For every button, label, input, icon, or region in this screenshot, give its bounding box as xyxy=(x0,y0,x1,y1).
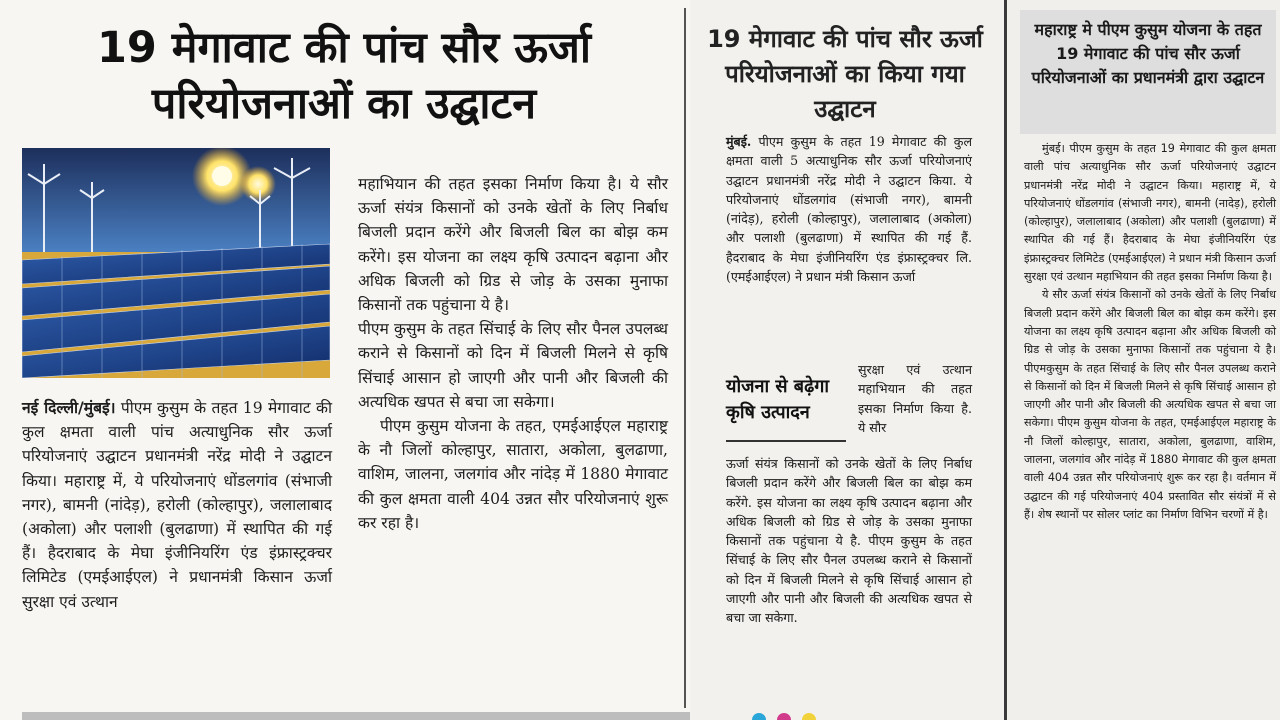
paragraph: पीएम कुसुम योजना के तहत, एमईआईएल महाराष्ट्र के नौ जिलों कोल्हापुर, सातारा, अकोला, बुलढाणा, वाशिम, जालना, जलगांव और नांदेड़ में 1880 मेगावाट की कुल क्षमता वाली 404 उन्नत सौर परियोजनाएं शुरू कर रहा है। xyxy=(358,417,668,532)
magenta-dot-icon xyxy=(777,713,791,720)
subheading-rule xyxy=(726,440,846,442)
column-divider xyxy=(1004,0,1007,720)
dateline: नई दिल्ली/मुंबई। xyxy=(22,398,116,417)
top-text: पीएम कुसुम के तहत 19 मेगावाट की कुल क्षमता वाली 5 अत्याधुनिक सौर ऊर्जा परियोजनाएं उद्घाटन प्रधानमंत्री नरेंद्र मोदी ने उद्घाटन किया. ये परियोजनाएं धोंडलगांव (संभाजी नगर), बामनी (नांदेड़), हरोली (कोल्हापुर), जलालाबाद (अकोला) और पलाशी (बुलढाणा) में स्थापित की गई हैं. हैदराबाद के मेघा इंजीनियरिंग एंड इंफ्रास्ट्रक्चर लि. (एमईआईएल) ने प्रधान मंत्री किसान ऊर्जा xyxy=(726,134,972,285)
cyan-dot-icon xyxy=(752,713,766,720)
bottom-text: ऊर्जा संयंत्र किसानों को उनके खेतों के लिए निर्बाध बिजली प्रदान करेंगे और बिजली बिल का बोझ कम करेंगे. इस योजना का लक्ष्य कृषि उत्पादन बढ़ाना और अधिक बिजली को ग्रिड से जोड़ के उसका मुनाफा किसानों तक पहुंचाना ये है. पीएम कुसुम के तहत सिंचाई के लिए सौर पैनल उपलब्ध कराने से किसानों को दिन में बिजली मिलने से कृषि सिंचाई आसान हो जाएगी और पानी और बिजली की अत्यधिक खपत से बचा जा सकेगा. xyxy=(726,456,972,626)
clipping-1-headline: 19 मेगावाट की पांच सौर ऊर्जा परियोजनाओं का उद्घाटन xyxy=(96,23,592,129)
clipping-1-column-2 xyxy=(358,172,668,535)
news-clipping-3 xyxy=(1008,0,1280,720)
paragraph: मुंबई। पीएम कुसुम के तहत 19 मेगावाट की कुल क्षमता वाली पांच अत्याधुनिक सौर ऊर्जा परियोजनाएं उद्घाटन प्रधानमंत्री नरेंद्र मोदी ने उद्घाटन किया। महाराष्ट्र में, ये परियोजनाएं धोंडलगांव (संभाजी नगर), बामनी (नादेड़), हरोली (कोल्हापुर), जलालाबाद (अकोला) और पलाशी (बुलढाणा) में स्थापित की गई हैं। हैदराबाद के मेघा इंजीनियरिंग एंड इंफ्रास्ट्रक्चर लिमिटेड (एमईआईएल) ने प्रधान मंत्री किसान ऊर्जा सुरक्षा एवं उत्थान महाभियान की तहत इसका निर्माण किया है। xyxy=(1024,142,1276,284)
clipping-2-headline: 19 मेगावाट की पांच सौर ऊर्जा परियोजनाओं का किया गया उद्घाटन xyxy=(707,25,983,123)
dateline: मुंबई. xyxy=(726,134,752,149)
clipping-3-headline: महाराष्ट्र मे पीएम कुसुम योजना के तहत 19 मेगावाट की पांच सौर ऊर्जा परियोजनाओं का प्रधानमंत्री द्वारा उद्घाटन xyxy=(1031,20,1265,87)
paragraph: ये सौर ऊर्जा संयंत्र किसानों को उनके खेतों के लिए निर्बाध बिजली प्रदान करेंगे और बिजली बिल का बोझ कम करेंगे। इस योजना का लक्ष्य कृषि उत्पादन बढ़ाना और अधिक बिजली को ग्रिड से जोड़ के उसका मुनाफा किसानों तक पहुंचाना ये है। पीएमकुसुम के तहत सिंचाई के लिए सौर पैनल उपलब्ध कराने से किसानों को दिन में बिजली मिलने से कृषि सिंचाई आसान हो जाएगी और पानी और बिजली की अत्यधिक खपत से बचा जा सकेगा। पीएम कुसुम योजना के तहत, एमईआईएल महाराष्ट्र के नौ जिलों कोल्हापुर, सातारा, अकोला, बुलढाणा, वाशिम, जालना, जलगांव और नांदेड़ में 1880 मेगावाट की कुल क्षमता वाली 404 उन्नत सौर परियोजनाएं शुरू कर रहा है। वर्तमान में उद्घाटन की गई परियोजनाएं 404 प्रस्तावित सौर संयंत्रों में से हैं। शेष स्थानों पर सोलर प्लांट का निर्माण विभिन चरणों में है। xyxy=(1024,288,1276,521)
clipping-2-top-text xyxy=(726,132,972,286)
clipping-1-column-1 xyxy=(22,396,332,614)
paragraph: महाभियान की तहत इसका निर्माण किया है। ये सौर ऊर्जा संयंत्र किसानों को उनके खेतों के लिए निर्बाध बिजली प्रदान करेंगे और बिजली बिल का बोझ कम करेंगे। इस योजना का लक्ष्य कृषि उत्पादन बढ़ाना और अधिक बिजली को ग्रिड से जोड़ के उसका मुनाफा किसानों तक पहुंचाना ये है। xyxy=(358,175,668,315)
news-clipping-2 xyxy=(692,0,1002,720)
subheading: योजना से बढ़ेगा कृषि उत्पादन xyxy=(726,376,830,423)
side-text: सुरक्षा एवं उत्थान महाभियान की तहत इसका निर्माण किया है. ये सौर xyxy=(858,362,972,435)
color-registration-marks xyxy=(752,712,822,720)
solar-farm-photo xyxy=(22,148,330,378)
bottom-bar xyxy=(22,712,690,720)
column-1-text: पीएम कुसुम के तहत 19 मेगावाट की कुल क्षमता वाली पांच अत्याधुनिक सौर ऊर्जा परियोजनाएं उद्घाटन प्रधानमंत्री नरेंद्र मोदी ने उद्घाटन किया। महाराष्ट्र में, ये परियोजनाएं धोंडलगांव (संभाजी नगर), बामनी (नांदेड़), हरोली (कोल्हापुर), जलालाबाद (अकोला) और पलाशी (बुलढाणा) में स्थापित की गई हैं। हैदराबाद के मेघा इंजीनियरिंग एंड इंफ्रास्ट्रक्चर लिमिटेड (एमईआईएल) ने प्रधानमंत्री किसान ऊर्जा सुरक्षा एवं उत्थान xyxy=(22,399,332,611)
paragraph: पीएम कुसुम के तहत सिंचाई के लिए सौर पैनल उपलब्ध कराने से किसानों को दिन में बिजली मिलने से कृषि सिंचाई आसान हो जाएगी और पानी और बिजली की अत्यधिक खपत से बचा जा सकेगा। xyxy=(358,320,668,411)
clipping-3-text xyxy=(1024,140,1276,524)
yellow-dot-icon xyxy=(802,713,816,720)
column-divider xyxy=(684,8,686,708)
